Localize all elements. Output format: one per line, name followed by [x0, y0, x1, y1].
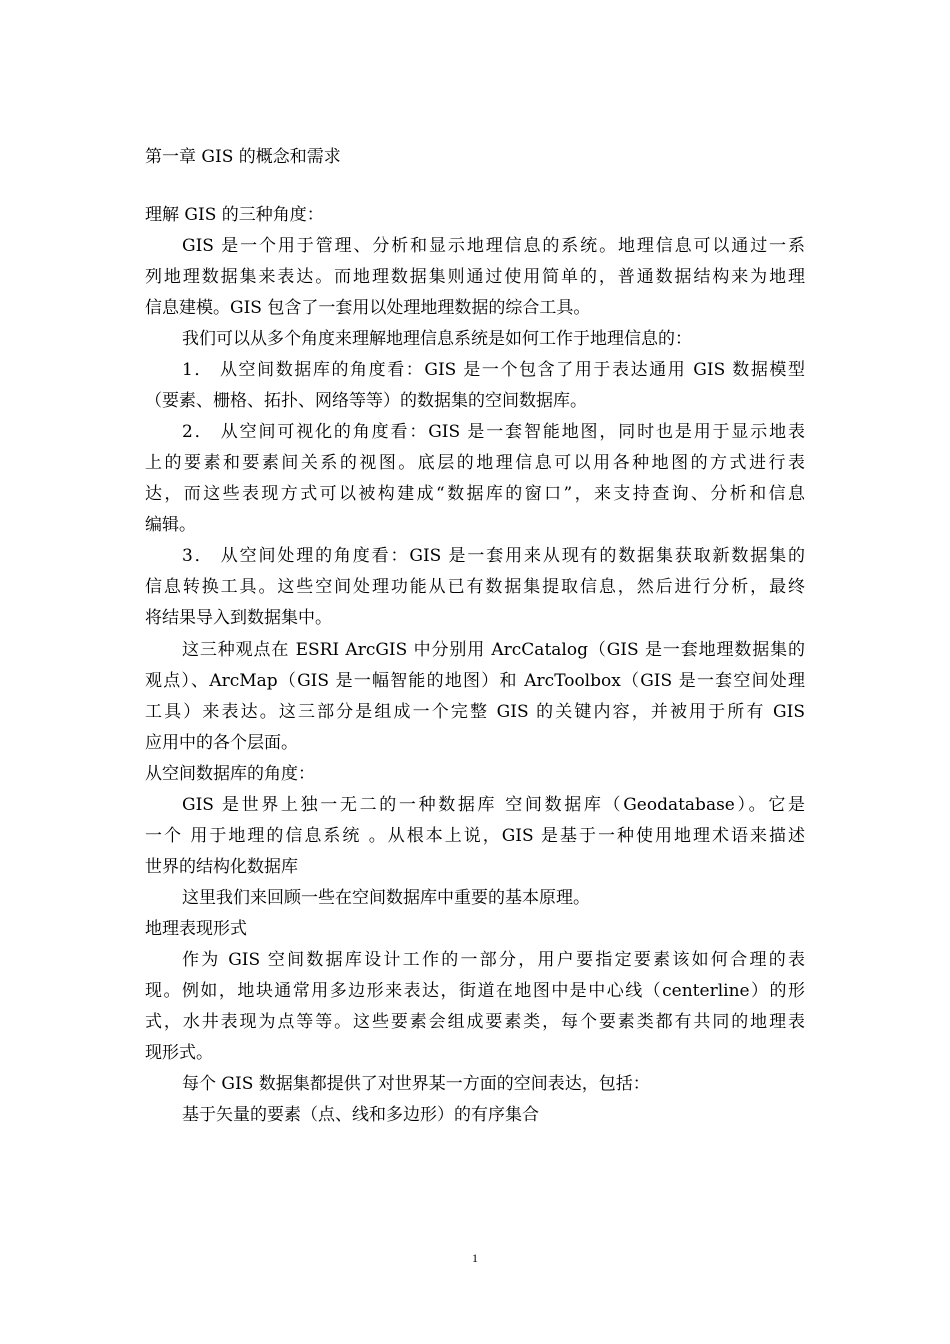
section-heading: 理解 GIS 的三种角度：	[145, 205, 324, 225]
page-number: 1	[472, 1251, 478, 1265]
paragraph-line: 基于矢量的要素（点、线和多边形）的有序集合	[182, 1105, 539, 1125]
paragraph-line: 这里我们来回顾一些在空间数据库中重要的基本原理。	[182, 888, 590, 908]
paragraph-line: 这三种观点在 ESRI ArcGIS 中分别用 ArcCatalog（GIS 是一套地理数据集的	[182, 640, 805, 660]
section-heading: 从空间数据库的角度：	[145, 764, 315, 784]
paragraph-line: 信息建模。GIS 包含了一套用以处理地理数据的综合工具。	[145, 298, 591, 318]
paragraph-line: 式，水井表现为点等等。这些要素会组成要素类，每个要素类都有共同的地理表	[145, 1012, 805, 1032]
paragraph-line: 列地理数据集来表达。而地理数据集则通过使用简单的，普通数据结构来为地理	[145, 267, 805, 287]
paragraph-line: 现。例如，地块通常用多边形来表达，街道在地图中是中心线（centerline）的形	[145, 981, 805, 1001]
section-heading: 地理表现形式	[145, 919, 247, 939]
paragraph-line: 作为 GIS 空间数据库设计工作的一部分，用户要指定要素该如何合理的表	[182, 950, 805, 970]
list-item-line: 将结果导入到数据集中。	[145, 608, 332, 628]
list-item-line: 上的要素和要素间关系的视图。底层的地理信息可以用各种地图的方式进行表	[145, 453, 805, 473]
list-item-line: 编辑。	[145, 515, 196, 535]
list-item-line: （要素、栅格、拓扑、网络等等）的数据集的空间数据库。	[145, 391, 587, 411]
list-item-line: 达，而这些表现方式可以被构建成“数据库的窗口”，来支持查询、分析和信息	[145, 484, 805, 504]
paragraph-line: 我们可以从多个角度来理解地理信息系统是如何工作于地理信息的：	[182, 329, 692, 349]
list-item-line: 2． 从空间可视化的角度看：GIS 是一套智能地图，同时也是用于显示地表	[182, 422, 805, 442]
list-item-line: 1． 从空间数据库的角度看：GIS 是一个包含了用于表达通用 GIS 数据模型	[182, 360, 805, 380]
chapter-title: 第一章 GIS 的概念和需求	[145, 147, 341, 167]
paragraph-line: GIS 是世界上独一无二的一种数据库 空间数据库（Geodatabase）。它是	[182, 795, 805, 815]
list-item-line: 3． 从空间处理的角度看：GIS 是一套用来从现有的数据集获取新数据集的	[182, 546, 805, 566]
paragraph-line: 工具）来表达。这三部分是组成一个完整 GIS 的关键内容，并被用于所有 GIS	[145, 702, 805, 722]
paragraph-line: 现形式。	[145, 1043, 213, 1063]
paragraph-line: 每个 GIS 数据集都提供了对世界某一方面的空间表达，包括：	[182, 1074, 650, 1094]
list-item-line: 信息转换工具。这些空间处理功能从已有数据集提取信息，然后进行分析，最终	[145, 577, 805, 597]
paragraph-line: 世界的结构化数据库	[145, 857, 298, 877]
paragraph-line: GIS 是一个用于管理、分析和显示地理信息的系统。地理信息可以通过一系	[182, 236, 805, 256]
paragraph-line: 一个 用于地理的信息系统 。从根本上说，GIS 是基于一种使用地理术语来描述	[145, 826, 805, 846]
paragraph-line: 应用中的各个层面。	[145, 733, 298, 753]
paragraph-line: 观点）、ArcMap（GIS 是一幅智能的地图）和 ArcToolbox（GIS 是一套空间处理	[145, 671, 805, 691]
